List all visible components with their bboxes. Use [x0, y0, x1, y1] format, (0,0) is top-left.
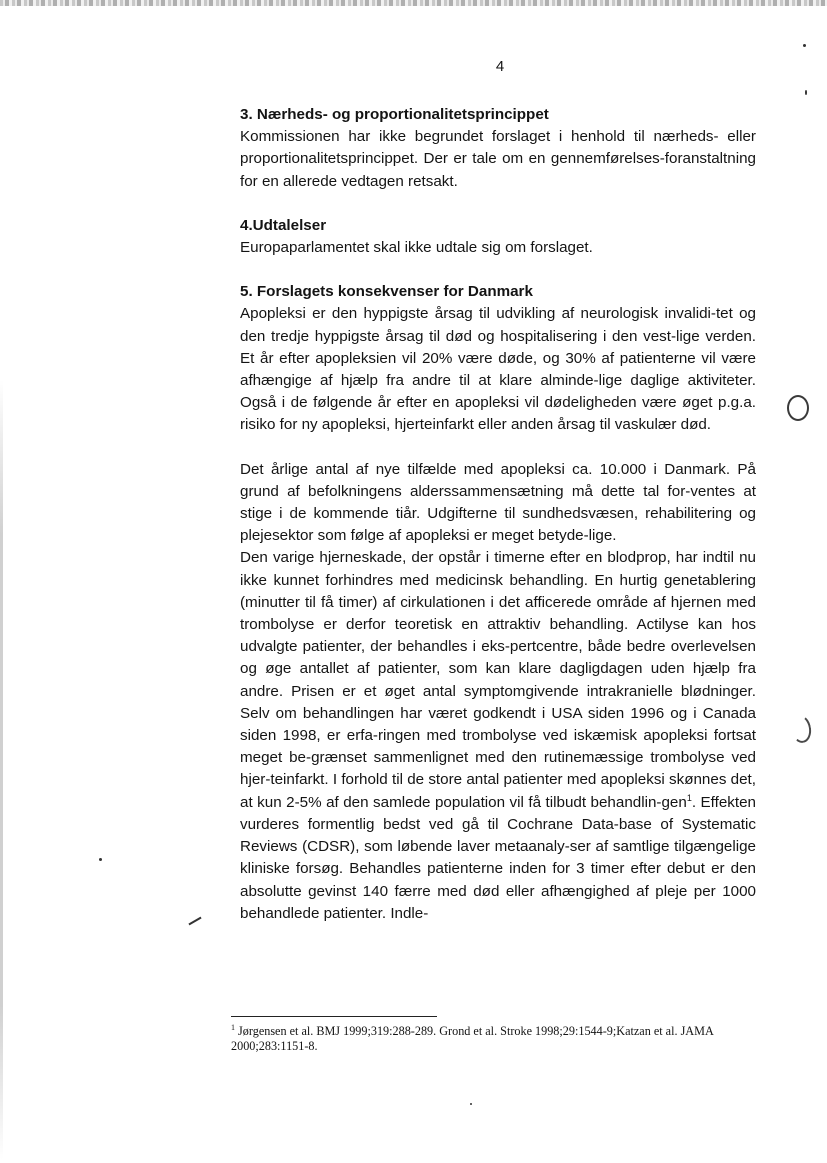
paragraph-treatment: [240, 547, 756, 924]
paragraph: Europaparlamentet skal ikke udtale sig om forslaget.: [240, 239, 593, 257]
paragraph-incidence: Det årlige antal af nye tilfælde med apopleksi ca. 10.000 i Danmark. På grund af befolkningens alderssammensætning må dette tal for-ventes at stige i de kommende tiår. Udgifterne til sundhedsvæsen, rehabilitering og plejesektor som følge af apopleksi er meget betyde-lige.: [240, 460, 756, 545]
paragraph-text: . Effekten vurderes formentlig bedst ved gå til Cochrane Data-base of Systematic Reviews (CDSR), som løbende laver metaanaly-ser af samtlige tilgængelige kliniske forsøg. Behandles patienterne inden for 3 timer efter debut er den absolutte gevinst 140 færre med død eller afhængighed af pleje per 1000 behandlede patienter. Indle-: [240, 793, 757, 922]
scan-speck: [470, 1103, 472, 1105]
scan-speck: [99, 858, 102, 861]
scan-edge-left: [0, 380, 3, 1160]
section-consequences: [240, 281, 756, 436]
scan-speck: [803, 44, 806, 47]
footnote-divider: [231, 1016, 437, 1017]
paragraph: Kommissionen har ikke begrundet forslaget i henhold til nærheds- eller proportionalitetsprincippet. Der er tale om en gennemførelses-foranstaltning for en allerede vedtagen retsakt.: [240, 128, 756, 190]
scan-edge-top: [0, 0, 827, 6]
footnote-marker: 1: [231, 1023, 235, 1032]
page-number: 4: [495, 58, 505, 75]
footnote: [231, 1024, 756, 1055]
section-heading: 5. Forslagets konsekvenser for Danmark: [240, 283, 533, 301]
section-heading: 3. Nærheds- og proportionalitetsprincippet: [240, 106, 549, 123]
section-subsidiarity: [240, 104, 756, 193]
document-body: [240, 104, 756, 925]
punch-hole-mark: [787, 395, 809, 421]
pen-mark: [188, 917, 201, 926]
section-heading: 4.Udtalelser: [240, 216, 327, 234]
paragraph: Apopleksi er den hyppigste årsag til udvikling af neurologisk invalidi-tet og den tredje hyppigste årsag til død og hospitalisering i den vest-lige verden. Et år efter apopleksien vil 20% være døde, og 30% af patienterne vil være afhængige af hjælp fra andre til at klare alminde-lige daglige aktiviteter. Også i de følgende år efter en apopleksi vil dødeligheden være øget p.g.a. risiko for ny apopleksi, hjerteinfarkt eller anden årsag til vaskulær død.: [240, 305, 756, 434]
paragraph-text: Den varige hjerneskade, der opstår i timerne efter en blodprop, har indtil nu ikke kunnet forhindres med medicinsk behandling. En hurtig genetablering (minutter til få timer) af cirkulationen i det afficerede område af hjernen med trombolyse er derfor teoretisk en attraktiv behandling. Actilyse kan hos udvalgte patienter, der behandles i eks-pertcentre, både bedre overlevelsen og øge antallet af patienter, som kan klare dagligdagen uden hjælp fra andre. Prisen er et øget antal symptomgivende intrakranielle blødninger. Selv om behandlingen har været godkendt i USA siden 1996 og i Canada siden 1998, er erfa-ringen med trombolyse ved iskæmisk apopleksi fortsat meget be-grænset sammenlignet med den rutinemæssige trombolyse ved hjer-teinfarkt. I forhold til de store antal patienter med apopleksi skønnes det, at kun 2-5% af den samlede population vil få tilbudt behandlin-gen: [240, 549, 756, 811]
section-statements: [240, 215, 756, 259]
footnote-text: Jørgensen et al. BMJ 1999;319:288-289. Grond et al. Stroke 1998;29:1544-9;Katzan et al. JAMA 2000;283:1151-8.: [231, 1024, 714, 1054]
punch-hole-mark: [789, 713, 814, 744]
footnote-reference: 1: [686, 792, 692, 803]
scan-speck: [805, 90, 807, 95]
